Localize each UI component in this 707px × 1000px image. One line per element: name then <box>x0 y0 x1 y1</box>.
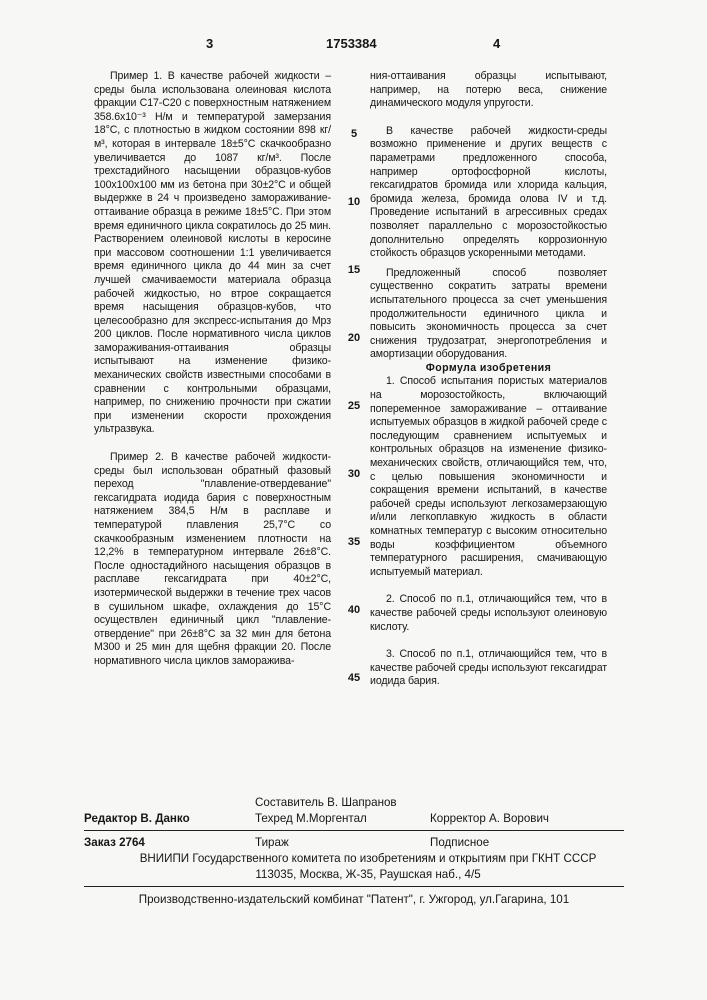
patent-number: 1753384 <box>326 36 377 51</box>
vniipi-line: ВНИИПИ Государственного комитета по изобретениям и открытиям при ГКНТ СССР <box>108 852 628 865</box>
alternatives-paragraph: В качестве рабочей жидкости-среды возможно применение и других веществ с параметрами предложенного способа, например ортофосфорной кислоты, гексагидратов бромида или хлорида кальция, бромида железа, бромида олова IV и т.д. Проведение испытаний в агрессивных средах позволяет параллельно с морозостойкостью дополнительно определять коррозионную стойкость образцов ускоренными методами. <box>370 125 607 261</box>
order-number: Заказ 2764 <box>84 836 145 849</box>
subscription: Подписное <box>430 836 489 849</box>
claim-1: 1. Способ испытания пористых материалов на морозостойкость, включающий попеременное замораживание – оттаивание испытуемых образцов в жидкой рабочей среде с последующим сравнением испытуемых и контрольных образцов на изменение физико-механических свойств, отличающийся тем, что, с целью повышения экономичности и сокращения времени испытаний, в качестве рабочей среды используют легкозамерзающую и/или легкоплавкую жидкость в области комнатных температур с высоким относительно воды коэффициентом объемного температурного расширения, смачивающую испытуемый материал. <box>370 375 607 579</box>
page-number-left: 3 <box>206 36 213 51</box>
corrector: Корректор А. Ворович <box>430 812 549 825</box>
publisher-line: Производственно-издательский комбинат "Патент", г. Ужгород, ул.Гагарина, 101 <box>94 893 614 906</box>
line-number: 25 <box>342 400 366 412</box>
line-number: 30 <box>342 468 366 480</box>
line-number: 40 <box>342 604 366 616</box>
line-number: 5 <box>342 128 366 140</box>
claim-3: 3. Способ по п.1, отличающийся тем, что в качестве рабочей среды используют гексагидрат иодида бария. <box>370 648 607 689</box>
claim-2: 2. Способ по п.1, отличающийся тем, что в качестве рабочей среды используют олеиновую кислоту. <box>370 593 607 634</box>
benefits-paragraph: Предложенный способ позволяет существенно сократить затраты времени испытательного процесса за счет уменьшения продолжительности единичного цикла и повысить экономичность процесса за счет снижения трудозатрат, энергопотребления и амортизации оборудования. <box>370 267 607 362</box>
claims-title: Формула изобретения <box>370 362 607 376</box>
divider <box>84 830 624 831</box>
address-line: 113035, Москва, Ж-35, Раушская наб., 4/5 <box>108 868 628 881</box>
circulation: Тираж <box>255 836 289 849</box>
right-column <box>370 70 607 689</box>
example-1-paragraph: Пример 1. В качестве рабочей жидкости – среды была использована олеиновая кислота фракции C17-C20 с поверхностным натяжением 358.6x10⁻³ Н/м и температурой замерзания 18°С, с плотностью в жидком состоянии 898 кг/м³, которая в интервале 18±5°С скачкообразно увеличивается до 1087 кг/м³. После трехстадийного насыщении образцов-кубов 100x100x100 мм из бетона при 30±2°С и общей выдержке в 24 ч произведено замораживание-оттаивание образца в режиме 18±5°С. При этом время единичного цикла сократилось до 25 мин. Растворением олеиновой кислоты в керосине при массовом соотношении 1:1 увеличивается время единичного цикла до 44 мин за счет лучшей смачиваемости материала образца рабочей жидкостью, но втрое сокращается время насыщения образцов-кубов, что целесообразно для экспресс-испытания до Мрз 200 циклов. После нормативного числа циклов замораживания-оттаивания образцы испытывают на изменение физико-механических свойств известными способами в сравнении с контрольными образцами, например, по снижению прочности при сжатии при изменении скорости прохождения ультразвука. <box>94 70 331 437</box>
divider <box>84 886 624 887</box>
left-column <box>94 70 331 669</box>
line-number: 35 <box>342 536 366 548</box>
line-number: 15 <box>342 264 366 276</box>
tech-editor: Техред М.Моргентал <box>255 812 367 825</box>
editor: Редактор В. Данко <box>84 812 190 825</box>
line-number: 20 <box>342 332 366 344</box>
line-number: 10 <box>342 196 366 208</box>
example-2-paragraph: Пример 2. В качестве рабочей жидкости-среды был использован обратный фазовый переход "плавление-отвердевание" гексагидрата иодида бария с поверхностным натяжением 384,5 Н/м в расплаве и температурой плавления 25,7°С со скачкообразным изменением плотности на 12,2% в температурном интервале 26±8°С. После одностадийного насыщения образцов в расплаве гексагидрата при 40±2°С, изотермической выдержки в течение трех часов в сушильном шкафе, охлаждения до 15°С осуществлен единичный цикл "плавление-отвердение" при 26±8°С за 32 мин для бетона М300 и 25 мин для щебня фракции 20. После нормативного числа циклов заморажива- <box>94 451 331 669</box>
line-number: 45 <box>342 672 366 684</box>
page-number-right: 4 <box>493 36 500 51</box>
continuation-paragraph: ния-оттаивания образцы испытывают, например, на потерю веса, снижение динамического модуля упругости. <box>370 70 607 111</box>
compiler: Составитель В. Шапранов <box>255 796 397 809</box>
